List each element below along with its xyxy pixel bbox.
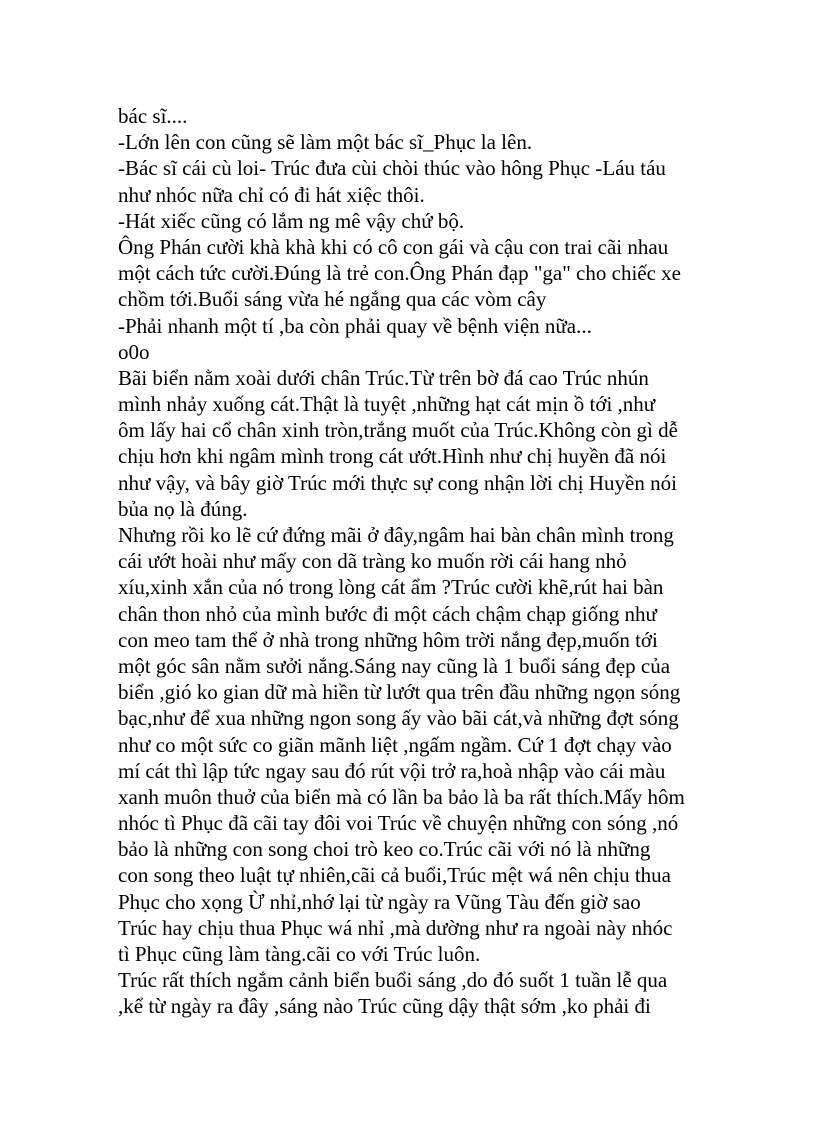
text-line: Trúc rất thích ngắm cảnh biển buổi sáng ,do đó suốt 1 tuần lễ qua	[118, 968, 668, 993]
text-line: một góc sân nằm sưởi nắng.Sáng nay cũng là 1 buổi sáng đẹp của	[118, 653, 671, 678]
text-line: chồm tới.Buổi sáng vừa hé ngắng qua các vòm cây	[118, 287, 547, 312]
text-line: nhóc tì Phục đã cãi tay đôi voi Trúc về chuyện những con sóng ,nó	[118, 811, 679, 836]
text-line: mí cát thì lập tức ngay sau đó rút vội trở ra,hoà nhập vào cái màu	[118, 758, 666, 783]
text-line: bủa nọ là đúng.	[118, 496, 248, 521]
text-line: bác sĩ....	[118, 104, 188, 128]
text-line: bạc,như để xua những ngon song ấy vào bãi cát,và những đợt sóng	[118, 706, 679, 731]
text-line: Phục cho xọng Ừ nhỉ,nhớ lại từ ngày ra Vũng Tàu đến giờ sao	[118, 889, 641, 914]
text-line: xanh muôn thuở của biển mà có lần ba bảo là ba rất thích.Mấy hôm	[118, 784, 685, 809]
text-line: một cách tức cười.Đúng là trẻ con.Ông Phán đạp "ga" cho chiếc xe	[118, 261, 681, 286]
text-line: bảo là những con song choi trò keo co.Trúc cãi với nó là những	[118, 837, 651, 862]
text-line: như co một sức co giãn mãnh liệt ,ngấm ngầm. Cứ 1 đợt chạy vào	[118, 732, 672, 757]
text-line: -Bác sĩ cái cù loi- Trúc đưa cùi chòi thúc vào hông Phục -Láu táu	[118, 156, 666, 181]
text-line: ,kể từ ngày ra đây ,sáng nào Trúc cũng dậy thật sớm ,ko phải đi	[118, 994, 651, 1019]
text-line: -Phải nhanh một tí ,ba còn phải quay về bệnh viện nữa...	[118, 313, 592, 338]
text-line: xíu,xinh xắn của nó trong lòng cát ẩm ?Trúc cười khẽ,rút hai bàn	[118, 575, 664, 600]
text-line: mình nhảy xuống cát.Thật là tuyệt ,những hạt cát mịn ồ tới ,như	[118, 392, 656, 417]
text-line: cái ướt hoài như mấy con dã tràng ko muốn rời cái hang nhỏ	[118, 549, 627, 574]
text-line: chân thon nhỏ của mình bước đi một cách chậm chạp giống như	[118, 601, 657, 626]
text-line: Trúc hay chịu thua Phục wá nhỉ ,mà dường như ra ngoài này nhóc	[118, 915, 673, 940]
text-line: ôm lấy hai cổ chân xinh tròn,trắng muốt của Trúc.Không còn gì dễ	[118, 418, 678, 443]
section-separator: o0o	[118, 339, 150, 364]
text-line: tì Phục cũng làm tàng.cãi co với Trúc luôn.	[118, 942, 481, 966]
text-line: chịu hơn khi ngâm mình trong cát ướt.Hình như chị huyền đã nói	[118, 444, 667, 469]
text-line: -Hát xiếc cũng có lắm ng mê vậy chứ bộ.	[118, 208, 465, 233]
text-line: Ông Phán cười khà khà khi có cô con gái và cậu con trai cãi nhau	[118, 234, 669, 259]
text-line: Nhưng rồi ko lẽ cứ đứng mãi ở đây,ngâm hai bàn chân mình trong	[118, 523, 674, 547]
text-line: -Lớn lên con cũng sẽ làm một bác sĩ_Phục la lên.	[118, 130, 533, 155]
text-line: con song theo luật tự nhiên,cãi cả buổi,Trúc mệt wá nên chịu thua	[118, 863, 671, 888]
text-line: Bãi biển nằm xoài dưới chân Trúc.Từ trên bờ đá cao Trúc nhún	[118, 365, 649, 390]
text-line: như vậy, và bây giờ Trúc mới thực sự cong nhận lời chị Huyền nói	[118, 470, 677, 495]
text-line: biển ,gió ko gian dữ mà hiền từ lướt qua trên đầu những ngọn sóng	[118, 680, 681, 705]
document-page	[118, 103, 728, 1020]
text-line: con meo tam thể ở nhà trong những hôm trời nắng đẹp,muốn tới	[118, 627, 658, 652]
text-line: như nhóc nữa chỉ có đi hát xiệc thôi.	[118, 182, 425, 207]
